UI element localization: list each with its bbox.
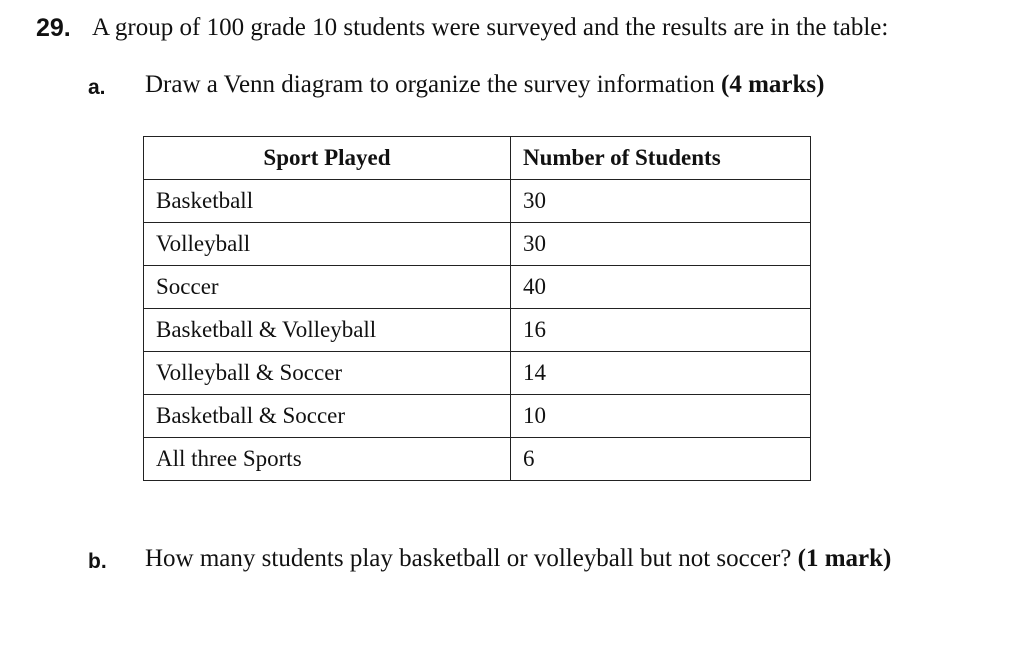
part-a-instruction: Draw a Venn diagram to organize the survey information bbox=[145, 71, 721, 98]
count-cell: 30 bbox=[511, 180, 811, 223]
part-a-text bbox=[145, 71, 824, 99]
table-row bbox=[144, 180, 811, 223]
part-b-text bbox=[145, 545, 891, 573]
sport-cell: Basketball & Volleyball bbox=[144, 309, 511, 352]
question-number: 29. bbox=[36, 14, 71, 42]
part-b-marks: (1 mark) bbox=[797, 545, 892, 572]
table-row bbox=[144, 309, 811, 352]
part-a-marks: (4 marks) bbox=[721, 71, 825, 98]
table-header-row bbox=[144, 137, 811, 180]
sport-cell: Volleyball bbox=[144, 223, 511, 266]
survey-table bbox=[143, 136, 811, 481]
count-cell: 40 bbox=[511, 266, 811, 309]
table-row bbox=[144, 266, 811, 309]
sport-cell: Volleyball & Soccer bbox=[144, 352, 511, 395]
count-cell: 6 bbox=[511, 438, 811, 481]
count-cell: 16 bbox=[511, 309, 811, 352]
sport-cell: All three Sports bbox=[144, 438, 511, 481]
part-a-label: a. bbox=[88, 76, 106, 99]
question-text: A group of 100 grade 10 students were surveyed and the results are in the table: bbox=[92, 14, 889, 41]
count-cell: 14 bbox=[511, 352, 811, 395]
sport-cell: Basketball bbox=[144, 180, 511, 223]
count-cell: 10 bbox=[511, 395, 811, 438]
table-row bbox=[144, 438, 811, 481]
part-b-question: How many students play basketball or volleyball but not soccer? bbox=[145, 545, 798, 572]
sport-cell: Soccer bbox=[144, 266, 511, 309]
table-row bbox=[144, 395, 811, 438]
table-row bbox=[144, 223, 811, 266]
count-cell: 30 bbox=[511, 223, 811, 266]
header-number-of-students: Number of Students bbox=[511, 137, 811, 180]
sport-cell: Basketball & Soccer bbox=[144, 395, 511, 438]
part-b-label: b. bbox=[88, 550, 107, 573]
table-row bbox=[144, 352, 811, 395]
header-sport-played: Sport Played bbox=[144, 137, 511, 180]
